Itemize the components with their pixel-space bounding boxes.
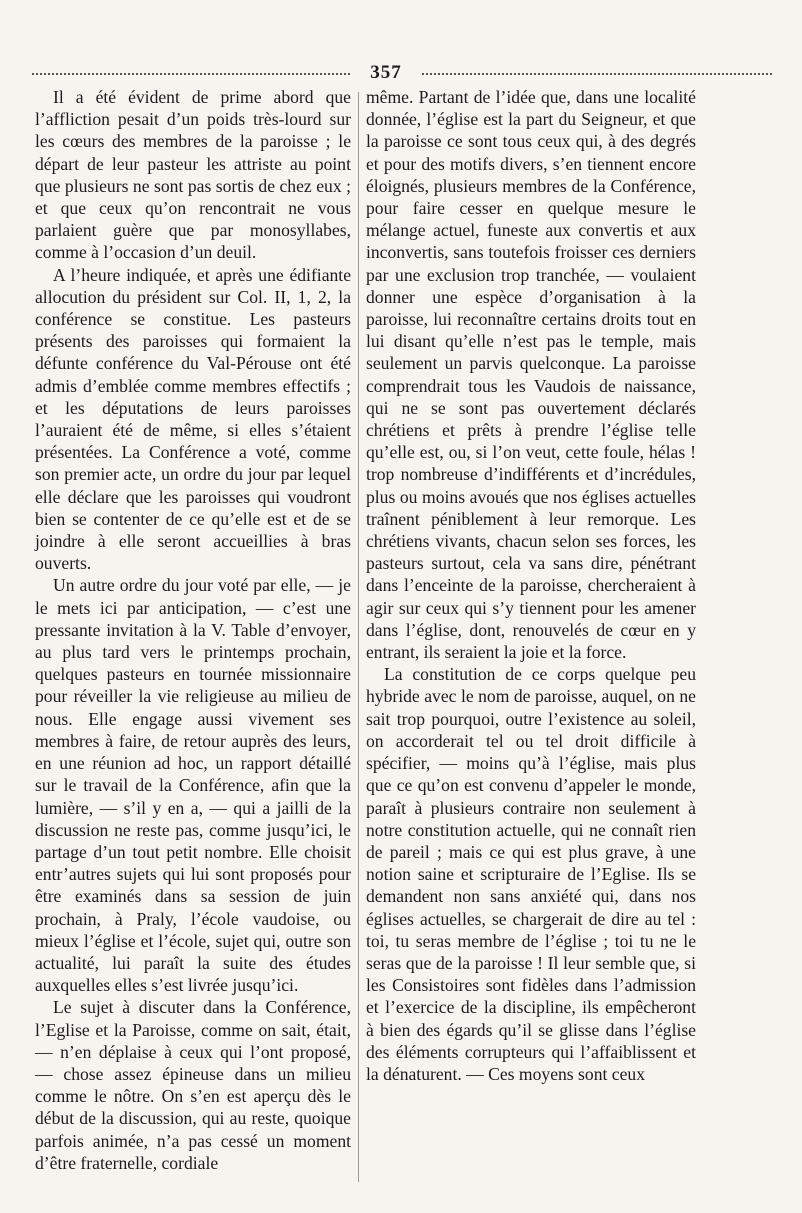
paragraph: Le sujet à discuter dans la Conférence, l’Eglise et la Paroisse, comme on sait, était, — n’en déplaise à ceux qui l’ont proposé, — chose assez épineuse dans un milieu comme le nôtre. On s’en est aperçu dès le début de la discussion, qui au reste, quoique parfois animée, n’a pas cessé un moment d’être fraternelle, cordiale (35, 997, 351, 1173)
paragraph: même. Partant de l’idée que, dans une localité donnée, l’église est la part du Seigneur, et que la paroisse ce sont tous ceux qui, à des degrés et pour des motifs divers, s’en tiennent encore éloignés, plusieurs membres de la Conférence, pour faire cesser en quelque mesure le mélange actuel, funeste aux convertis et aux inconvertis, sans toutefois froisser ces derniers par une exclusion trop tranchée, — voulaient donner une espèce d’organisation à la paroisse, lui reconnaître certains droits tout en lui disant qu’elle n’est pas le temple, mais seulement un parvis quelconque. La paroisse comprendrait tous les Vaudois de naissance, qui ne se sont pas ouvertement déclarés chrétiens et prêts à prendre l’église telle qu’elle est, ou, si l’on veut, cette foule, hélas ! trop nombreuse d’indifférents et d’incrédules, plus ou moins avoués que nos églises actuelles traînent péniblement à leur remorque. Les chrétiens vivants, chacun selon ses forces, les pasteurs surtout, cela va sans dire, pénétrant dans l’enceinte de la paroisse, chercheraient à agir sur ceux qui s’y tiennent pour les amener dans l’église, dont, renouvelés de cœur en y entrant, ils seraient la joie et la force. (366, 87, 696, 663)
page-number: 357 (370, 62, 402, 83)
header-rule-right (422, 73, 772, 75)
left-column (35, 86, 351, 1174)
page-header (32, 64, 772, 84)
paragraph: Il a été évident de prime abord que l’affliction pesait d’un poids très-lourd sur les cœurs des membres de la paroisse ; le départ de leur pasteur les attriste au point que plusieurs ne sont pas sortis de chez eux ; et que ceux qu’on rencontrait ne vous parlaient guère que par monosyllabes, comme à l’occasion d’un deuil. (35, 87, 351, 263)
right-column (366, 86, 696, 1085)
header-rule-left (32, 73, 350, 75)
column-divider (358, 92, 359, 1182)
paragraph: Un autre ordre du jour voté par elle, — je le mets ici par anticipation, — c’est une pressante invitation à la V. Table d’envoyer, au plus tard vers le printemps prochain, quelques pasteurs en tournée missionnaire pour réveiller la vie religieuse au milieu de nous. Elle engage aussi vivement ses membres à faire, de retour auprès des leurs, en une réunion ad hoc, un rapport détaillé sur le travail de la Conférence, afin que la lumière, — s’il y en a, — qui a jailli de la discussion ne reste pas, comme jusqu’ici, le partage d’un tout petit nombre. Elle choisit entr’autres sujets qui lui sont proposés pour être examinés dans sa session de juin prochain, à Praly, l’école vaudoise, ou mieux l’église et l’école, sujet qui, outre son actualité, lui paraît la suite des études auxquelles elles s’est livrée jusqu’ici. (35, 575, 351, 996)
paragraph: La constitution de ce corps quelque peu hybride avec le nom de paroisse, auquel, on ne sait trop pourquoi, outre l’existence au soleil, on accorderait tel ou tel droit difficile à spécifier, — moins qu’à l’église, mais plus que ce qu’on est convenu d’appeler le monde, paraît à plusieurs contraire non seulement à notre constitution actuelle, qui ne connaît rien de pareil ; mais ce qui est plus grave, à une notion saine et scripturaire de l’Eglise. Ils se demandent non sans anxiété qui, dans nos églises actuelles, se chargerait de dire au tel : toi, tu seras membre de l’église ; toi tu ne le seras que de la paroisse ! Il leur semble que, si les Consistoires sont fidèles dans l’admission et l’exercice de la discipline, ils empêcheront à bien des égards qu’il se glisse dans l’église des éléments corrupteurs qui l’affaiblissent et la dénaturent. — Ces moyens sont ceux (366, 664, 696, 1084)
paragraph: A l’heure indiquée, et après une édifiante allocution du président sur Col. II, 1, 2, la conférence se constitue. Les pasteurs présents des paroisses qui formaient la défunte conférence du Val-Pérouse ont été admis d’emblée comme membres effectifs ; et les députations de leurs paroisses l’auraient été de même, si elles s’étaient présentées. La Conférence a voté, comme son premier acte, un ordre du jour par lequel elle déclare que les paroisses qui voudront bien se contenter de ce qu’elle est et de se joindre à elle seront accueillies à bras ouverts. (35, 264, 351, 574)
